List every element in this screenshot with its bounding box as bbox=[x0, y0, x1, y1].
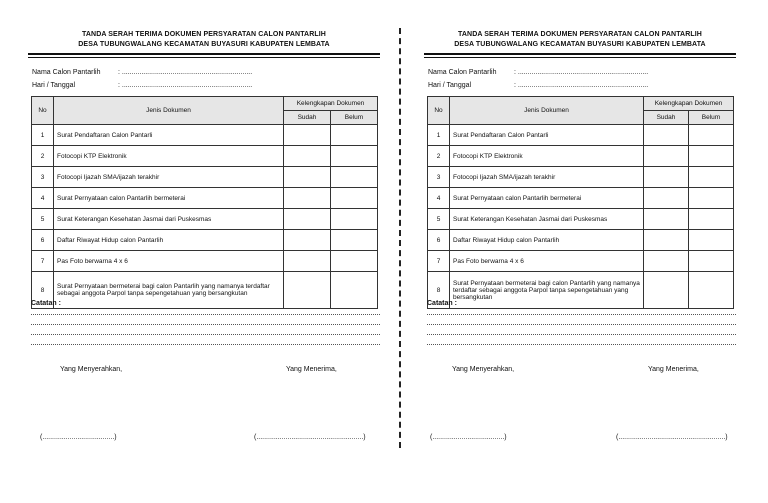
document-name: Surat Pendaftaran Calon Pantarli bbox=[54, 125, 284, 146]
done-cell bbox=[284, 146, 331, 167]
header-done: Sudah bbox=[284, 111, 331, 125]
not-yet-cell bbox=[689, 209, 734, 230]
form-title bbox=[424, 30, 736, 49]
header-document-type: Jenis Dokumen bbox=[450, 97, 644, 125]
done-cell bbox=[644, 272, 689, 309]
form-copy-left bbox=[28, 0, 380, 503]
done-cell bbox=[644, 125, 689, 146]
notes-line bbox=[31, 334, 380, 335]
document-name: Surat Keterangan Kesehatan Jasmai dari Puskesmas bbox=[450, 209, 644, 230]
done-cell bbox=[284, 251, 331, 272]
table-row bbox=[428, 125, 734, 146]
header-not-yet: Belum bbox=[331, 111, 378, 125]
date-label: Hari / Tanggal bbox=[32, 82, 76, 89]
table-row bbox=[32, 146, 378, 167]
document-name: Pas Foto berwarna 4 x 6 bbox=[54, 251, 284, 272]
handed-by-label: Yang Menyerahkan, bbox=[60, 366, 123, 373]
received-by-signature-line: (.......................................................) bbox=[616, 434, 728, 441]
not-yet-cell bbox=[331, 251, 378, 272]
notes-line bbox=[427, 344, 736, 345]
not-yet-cell bbox=[689, 167, 734, 188]
header-done: Sudah bbox=[644, 111, 689, 125]
row-number: 6 bbox=[428, 230, 450, 251]
not-yet-cell bbox=[331, 272, 378, 309]
document-name: Surat Pernyataan calon Pantarlih bermeterai bbox=[54, 188, 284, 209]
not-yet-cell bbox=[331, 230, 378, 251]
done-cell bbox=[644, 251, 689, 272]
header-completeness: Kelengkapan Dokumen bbox=[644, 97, 734, 111]
notes-line bbox=[31, 314, 380, 315]
row-number: 2 bbox=[428, 146, 450, 167]
cut-line bbox=[399, 28, 401, 448]
header-document-type: Jenis Dokumen bbox=[54, 97, 284, 125]
done-cell bbox=[284, 272, 331, 309]
document-name: Fotocopi KTP Elektronik bbox=[54, 146, 284, 167]
table-row bbox=[428, 188, 734, 209]
not-yet-cell bbox=[689, 188, 734, 209]
date-value: : ................................................................... bbox=[514, 82, 649, 89]
form-title bbox=[28, 30, 380, 49]
candidate-name-label: Nama Calon Pantarlih bbox=[428, 69, 497, 76]
row-number: 1 bbox=[32, 125, 54, 146]
table-row bbox=[32, 167, 378, 188]
table-row bbox=[428, 209, 734, 230]
document-checklist-table bbox=[427, 96, 734, 309]
table-row bbox=[32, 209, 378, 230]
notes-line bbox=[31, 324, 380, 325]
document-name: Daftar Riwayat Hidup calon Pantarlih bbox=[54, 230, 284, 251]
handed-by-signature-line: (.....................................) bbox=[430, 434, 507, 441]
table-row bbox=[32, 125, 378, 146]
row-number: 6 bbox=[32, 230, 54, 251]
title-line-2: DESA TUBUNGWALANG KECAMATAN BUYASURI KABUPATEN LEMBATA bbox=[78, 40, 330, 48]
table-row bbox=[428, 251, 734, 272]
done-cell bbox=[284, 188, 331, 209]
done-cell bbox=[644, 188, 689, 209]
handed-by-label: Yang Menyerahkan, bbox=[452, 366, 515, 373]
document-name: Surat Keterangan Kesehatan Jasmai dari Puskesmas bbox=[54, 209, 284, 230]
done-cell bbox=[644, 167, 689, 188]
not-yet-cell bbox=[331, 125, 378, 146]
done-cell bbox=[644, 146, 689, 167]
received-by-label: Yang Menerima, bbox=[648, 366, 699, 373]
title-line-2: DESA TUBUNGWALANG KECAMATAN BUYASURI KABUPATEN LEMBATA bbox=[454, 40, 706, 48]
candidate-name-field bbox=[32, 68, 252, 77]
row-number: 1 bbox=[428, 125, 450, 146]
received-by-label: Yang Menerima, bbox=[286, 366, 337, 373]
title-line-1: TANDA SERAH TERIMA DOKUMEN PERSYARATAN CALON PANTARLIH bbox=[82, 31, 326, 38]
row-number: 7 bbox=[32, 251, 54, 272]
table-row bbox=[428, 146, 734, 167]
notes-line bbox=[427, 324, 736, 325]
row-number: 8 bbox=[32, 272, 54, 309]
document-name: Fotocopi Ijazah SMA/ijazah terakhir bbox=[54, 167, 284, 188]
table-row bbox=[32, 272, 378, 309]
row-number: 3 bbox=[428, 167, 450, 188]
notes-line bbox=[31, 344, 380, 345]
row-number: 3 bbox=[32, 167, 54, 188]
notes-line bbox=[427, 334, 736, 335]
table-row bbox=[32, 251, 378, 272]
done-cell bbox=[644, 230, 689, 251]
title-rule bbox=[28, 53, 380, 58]
document-name: Surat Pendaftaran Calon Pantarli bbox=[450, 125, 644, 146]
row-number: 8 bbox=[428, 272, 450, 309]
done-cell bbox=[284, 230, 331, 251]
not-yet-cell bbox=[331, 188, 378, 209]
handed-by-signature-line: (.....................................) bbox=[40, 434, 117, 441]
header-no: No bbox=[428, 97, 450, 125]
not-yet-cell bbox=[689, 125, 734, 146]
date-field bbox=[32, 81, 252, 90]
row-number: 4 bbox=[32, 188, 54, 209]
title-line-1: TANDA SERAH TERIMA DOKUMEN PERSYARATAN CALON PANTARLIH bbox=[458, 31, 702, 38]
document-name: Surat Pernyataan bermeterai bagi calon Pantarlih yang namanya terdaftar sebagai anggota Parpol tanpa sepengetahuan yang bersangkutan bbox=[450, 272, 644, 309]
document-name: Surat Pernyataan calon Pantarlih bermeterai bbox=[450, 188, 644, 209]
table-row bbox=[428, 272, 734, 309]
date-value: : ................................................................... bbox=[118, 82, 253, 89]
row-number: 4 bbox=[428, 188, 450, 209]
not-yet-cell bbox=[331, 146, 378, 167]
document-name: Daftar Riwayat Hidup calon Pantarlih bbox=[450, 230, 644, 251]
received-by-signature-line: (.......................................................) bbox=[254, 434, 366, 441]
done-cell bbox=[284, 167, 331, 188]
done-cell bbox=[284, 125, 331, 146]
document-name: Fotocopi KTP Elektronik bbox=[450, 146, 644, 167]
candidate-name-label: Nama Calon Pantarlih bbox=[32, 69, 101, 76]
row-number: 7 bbox=[428, 251, 450, 272]
form-copy-right bbox=[424, 0, 736, 503]
document-name: Pas Foto berwarna 4 x 6 bbox=[450, 251, 644, 272]
not-yet-cell bbox=[689, 272, 734, 309]
row-number: 5 bbox=[428, 209, 450, 230]
done-cell bbox=[644, 209, 689, 230]
row-number: 2 bbox=[32, 146, 54, 167]
table-row bbox=[428, 230, 734, 251]
header-no: No bbox=[32, 97, 54, 125]
not-yet-cell bbox=[689, 251, 734, 272]
not-yet-cell bbox=[331, 167, 378, 188]
document-name: Fotocopi Ijazah SMA/ijazah terakhir bbox=[450, 167, 644, 188]
date-label: Hari / Tanggal bbox=[428, 82, 472, 89]
table-row bbox=[32, 188, 378, 209]
not-yet-cell bbox=[331, 209, 378, 230]
date-field bbox=[428, 81, 648, 90]
notes-label: Catatan : bbox=[427, 300, 457, 307]
header-not-yet: Belum bbox=[689, 111, 734, 125]
document-checklist-table bbox=[31, 96, 378, 309]
row-number: 5 bbox=[32, 209, 54, 230]
not-yet-cell bbox=[689, 230, 734, 251]
document-name: Surat Pernyataan bermeterai bagi calon Pantarlih yang namanya terdaftar sebagai anggota Parpol tanpa sepengetahuan yang bersangkutan bbox=[54, 272, 284, 309]
notes-line bbox=[427, 314, 736, 315]
table-row bbox=[428, 167, 734, 188]
table-row bbox=[32, 230, 378, 251]
candidate-name-value: : ................................................................... bbox=[514, 69, 649, 76]
done-cell bbox=[284, 209, 331, 230]
title-rule bbox=[424, 53, 736, 58]
not-yet-cell bbox=[689, 146, 734, 167]
candidate-name-field bbox=[428, 68, 648, 77]
header-completeness: Kelengkapan Dokumen bbox=[284, 97, 378, 111]
notes-label: Catatan : bbox=[31, 300, 61, 307]
candidate-name-value: : ................................................................... bbox=[118, 69, 253, 76]
